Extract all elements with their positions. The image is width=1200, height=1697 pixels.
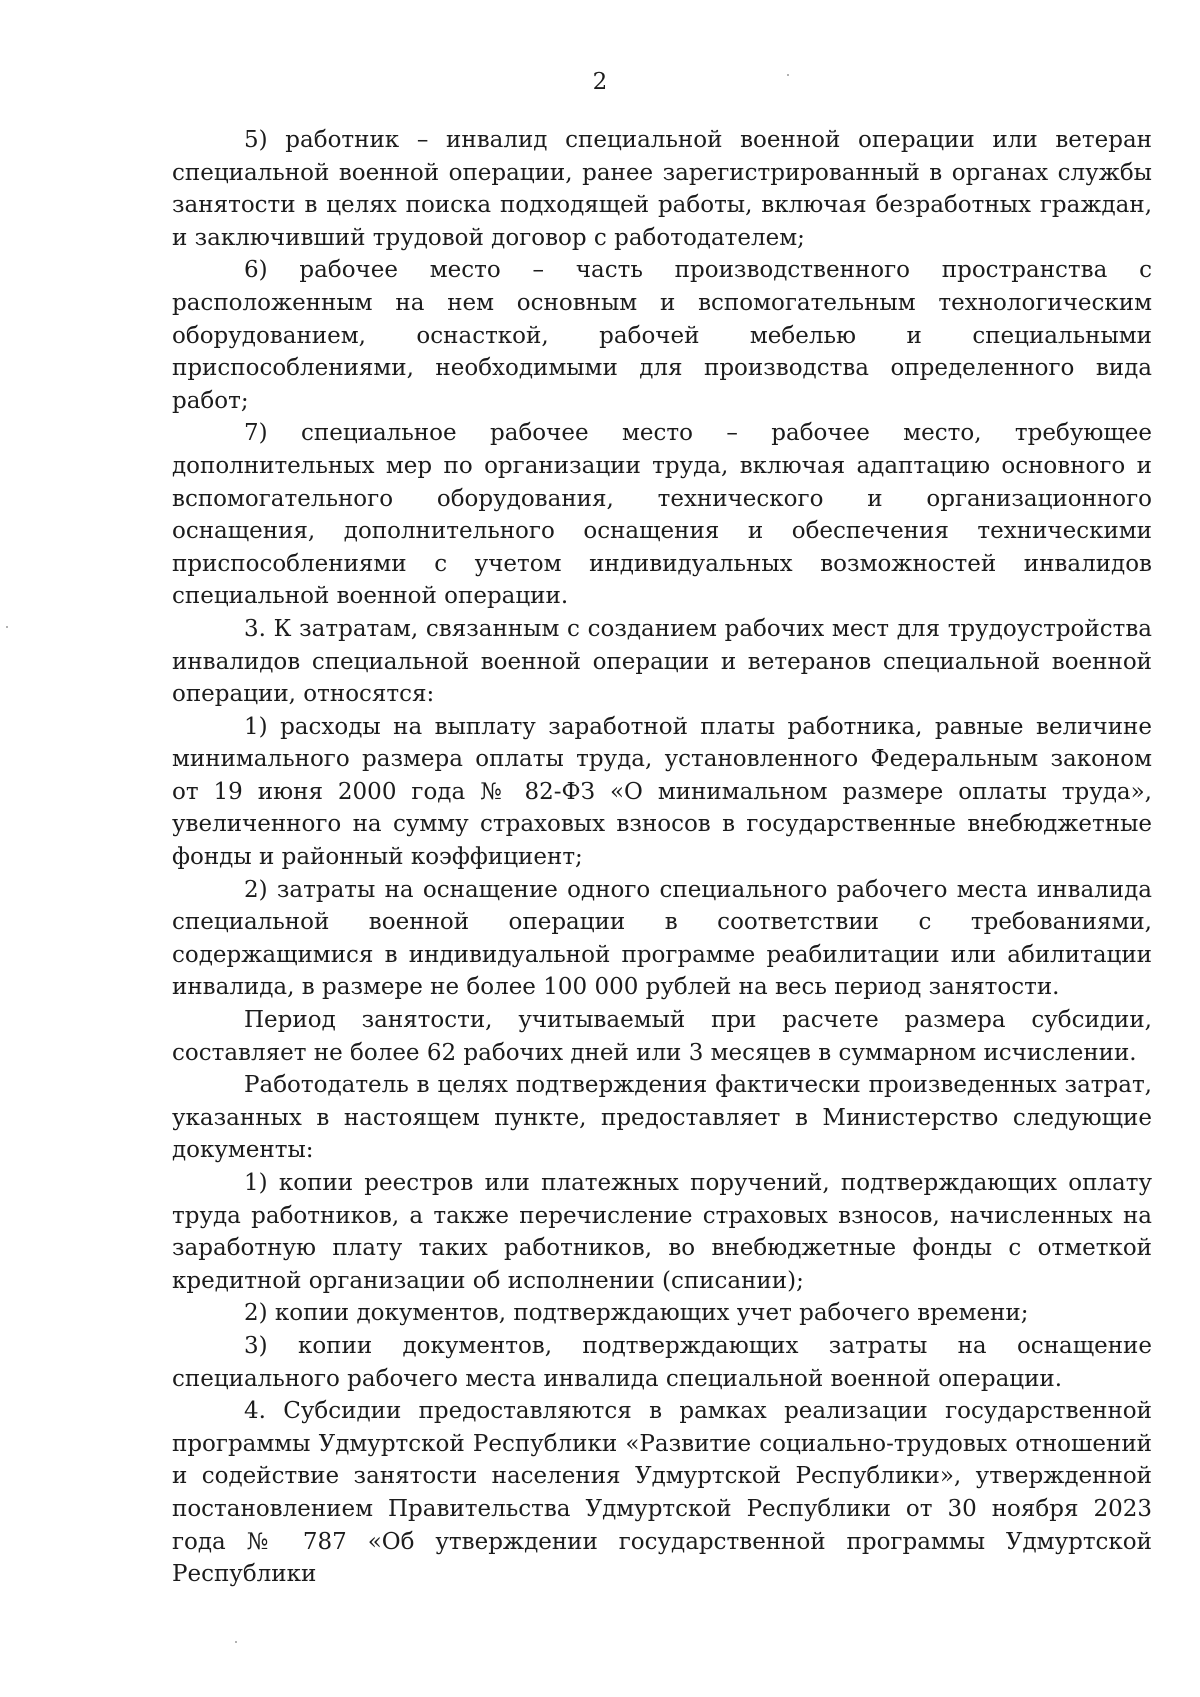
- paragraph-section-4: 4. Субсидии предоставляются в рамках реализации государственной программы Удмуртской Республики «Развитие социально-трудовых отношений и содействие занятости населения Удмуртской Республики», утвержденной постановлением Правительства Удмуртской Республики от 30 ноября 2023 года № 787 «Об утверждении государственной программы Удмуртской Республики: [172, 1398, 1152, 1588]
- paragraph-document-3: 3) копии документов, подтверждающих затраты на оснащение специального рабочего места инвалида специальной военной операции.: [172, 1332, 1152, 1392]
- scan-speck: [235, 1641, 237, 1643]
- scan-speck: [787, 74, 789, 76]
- paragraph-document-1: 1) копии реестров или платежных поручений, подтверждающих оплату труда работников, а также перечисление страховых взносов, начисленных на заработную плату таких работников, во внебюджетные фонды с отметкой кредитной организации об исполнении (списании);: [172, 1170, 1152, 1294]
- paragraph-item-6: 6) рабочее место – часть производственного пространства с расположенным на нем основным и вспомогательным технологическим оборудованием, оснасткой, рабочей мебелью и специальными приспособлениями, необходимыми для производства определенного вида работ;: [172, 257, 1152, 414]
- scan-speck: [6, 626, 8, 628]
- paragraph-document-2: 2) копии документов, подтверждающих учет рабочего времени;: [244, 1300, 1029, 1327]
- paragraph-expense-2: 2) затраты на оснащение одного специального рабочего места инвалида специальной военной операции в соответствии с требованиями, содержащимися в индивидуальной программе реабилитации или абилитации инвалида, в размере не более 100 000 рублей на весь период занятости.: [172, 876, 1152, 1001]
- paragraph-employment-period: Период занятости, учитываемый при расчете размера субсидии, составляет не более 62 рабочих дней или 3 месяцев в суммарном исчислении.: [172, 1007, 1152, 1066]
- document-body: [172, 124, 1152, 1591]
- paragraph-item-7: 7) специальное рабочее место – рабочее место, требующее дополнительных мер по организации труда, включая адаптацию основного и вспомогательного оборудования, технического и организационного оснащения, дополнительного оснащения и обеспечения техническими приспособлениями с учетом индивидуальных возможностей инвалидов специальной военной операции.: [172, 420, 1152, 610]
- paragraph-section-3: 3. К затратам, связанным с созданием рабочих мест для трудоустройства инвалидов специальной военной операции и ветеранов специальной военной операции, относятся:: [172, 615, 1152, 708]
- paragraph-expense-1: 1) расходы на выплату заработной платы работника, равные величине минимального размера оплаты труда, установленного Федеральным законом от 19 июня 2000 года № 82-ФЗ «О минимальном размере оплаты труда», увеличенного на сумму страховых взносов в государственные внебюджетные фонды и районный коэффициент;: [172, 713, 1152, 871]
- paragraph-item-5: 5) работник – инвалид специальной военной операции или ветеран специальной военной операции, ранее зарегистрированный в органах службы занятости в целях поиска подходящей работы, включая безработных граждан, и заключивший трудовой договор с работодателем;: [172, 127, 1152, 251]
- page-number: 2: [592, 69, 608, 95]
- paragraph-employer-documents: Работодатель в целях подтверждения фактически произведенных затрат, указанных в настоящем пункте, предоставляет в Министерство следующие документы:: [172, 1072, 1152, 1164]
